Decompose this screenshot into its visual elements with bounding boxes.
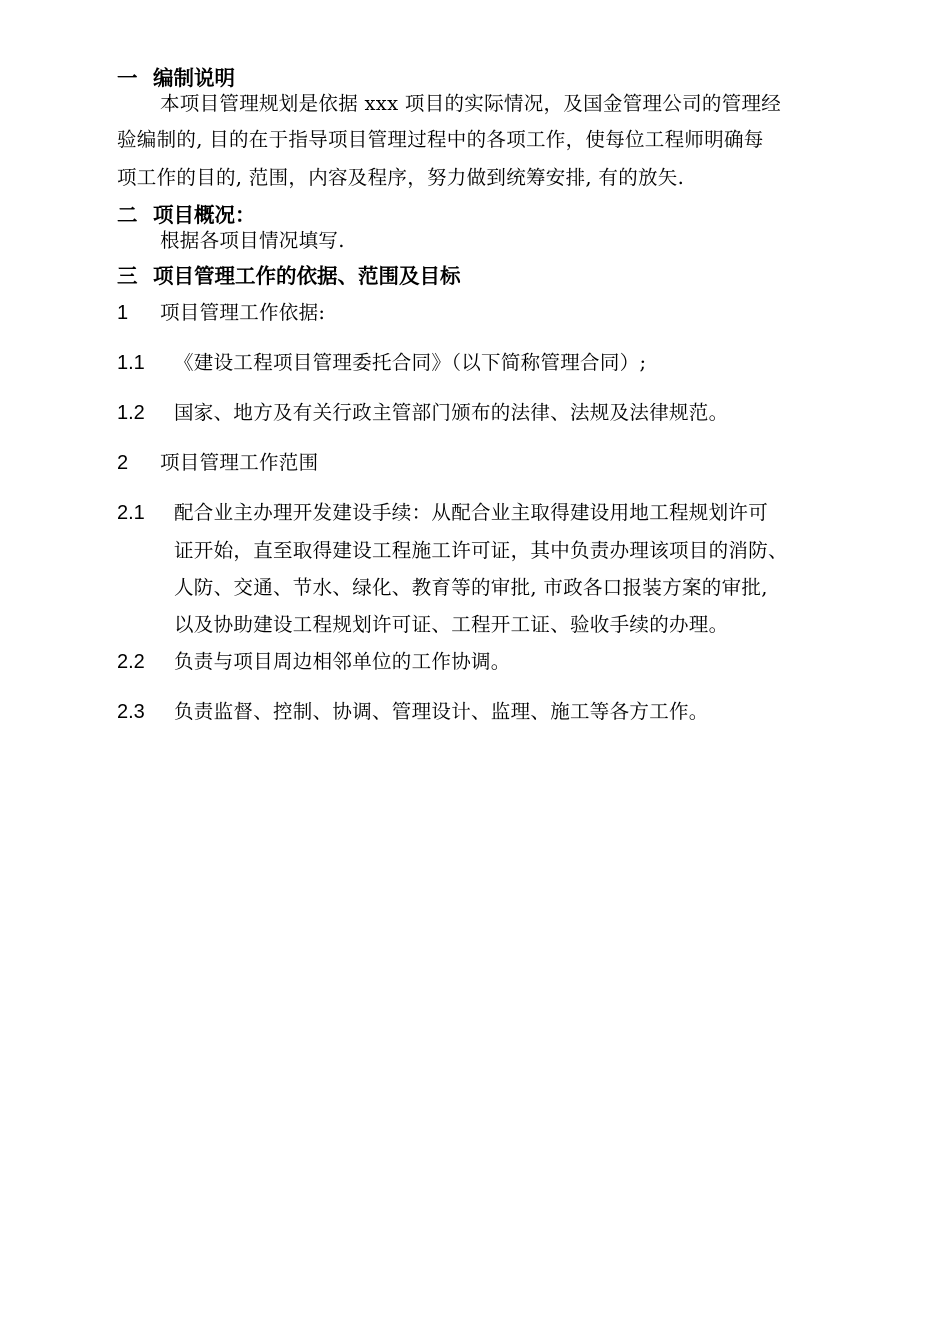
section-heading-2 [117,203,256,227]
item-text: 负责监督、控制、协调、管理设计、监理、施工等各方工作。 [174,700,709,723]
item-number: 2.2 [117,651,145,673]
section-title: 编制说明 [153,66,235,90]
paragraph-line: 验编制的, 目的在于指导项目管理过程中的各项工作，使每位工程师明确每 [117,128,764,151]
item-text: 《建设工程项目管理委托合同》（以下简称管理合同）; [174,351,647,374]
item-text: 证开始，直至取得建设工程施工许可证，其中负责办理该项目的消防、 [174,539,788,562]
section-number: 二 [117,203,138,227]
section-number: 三 [117,264,138,288]
item-number: 2.1 [117,502,145,524]
item-text: 国家、地方及有关行政主管部门颁布的法律、法规及法律规范。 [174,401,729,424]
section-title: 项目管理工作的依据、范围及目标 [153,264,461,288]
paragraph-line: 项工作的目的, 范围，内容及程序，努力做到统筹安排, 有的放矢. [117,166,685,189]
section-heading-3 [117,264,461,288]
item-text: 项目管理工作范围 [160,451,319,474]
section-number: 一 [117,66,138,90]
item-text: 配合业主办理开发建设手续：从配合业主取得建设用地工程规划许可 [174,501,769,524]
item-text: 负责与项目周边相邻单位的工作协调。 [174,650,511,673]
item-text: 以及协助建设工程规划许可证、工程开工证、验收手续的办理。 [174,613,729,636]
section-heading-1 [117,66,235,90]
paragraph-line: 本项目管理规划是依据 xxx 项目的实际情况，及国金管理公司的管理经 [160,92,782,115]
item-text: 人防、交通、节水、绿化、教育等的审批, 市政各口报装方案的审批, [174,576,768,599]
item-number: 1.2 [117,402,145,424]
item-text: 项目管理工作依据: [160,301,326,324]
section-title: 项目概况： [153,203,256,227]
item-number: 2 [117,452,129,474]
item-number: 1.1 [117,352,145,374]
item-number: 2.3 [117,701,145,723]
item-number: 1 [117,302,129,324]
paragraph-line: 根据各项目情况填写. [160,229,345,252]
